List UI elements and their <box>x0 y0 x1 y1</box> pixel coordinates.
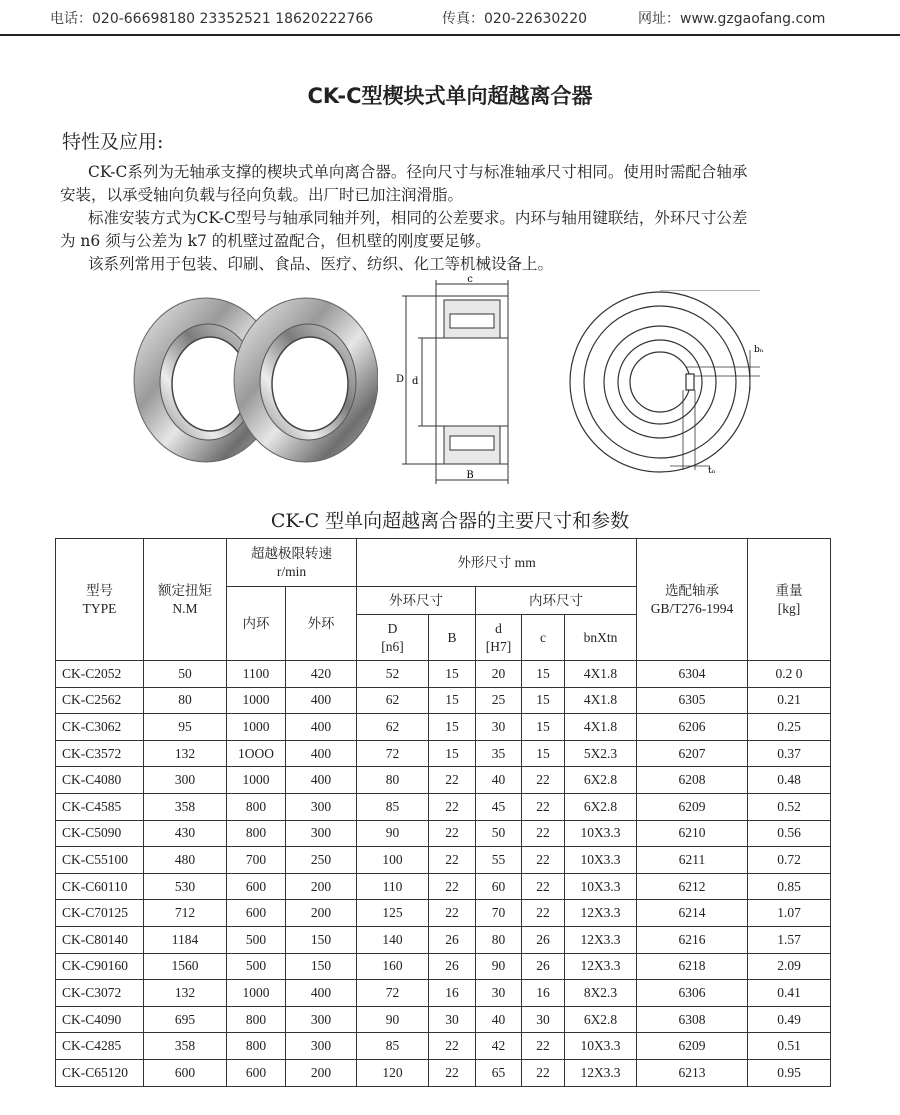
table-cell: 695 <box>144 1006 227 1033</box>
table-cell: 300 <box>144 767 227 794</box>
table-cell: 712 <box>144 900 227 927</box>
table-cell: 1.57 <box>748 926 831 953</box>
header-speed-unit: r/min <box>276 563 307 579</box>
table-cell: 400 <box>286 740 357 767</box>
paragraph-1: CK-C系列为无轴承支撑的楔块式单向离合器。径向尺寸与标准轴承尺寸相同。使用时需配合轴承 <box>88 163 748 181</box>
table-cell: 72 <box>357 740 429 767</box>
table-cell: 600 <box>227 1059 286 1086</box>
table-cell: 90 <box>357 820 429 847</box>
table-cell: 12X3.3 <box>565 953 637 980</box>
header-website[interactable]: 网址：www.gzgaofang.com <box>638 11 826 27</box>
table-cell: 16 <box>522 980 565 1007</box>
table-cell: CK-C4585 <box>56 793 144 820</box>
table-cell: 110 <box>357 873 429 900</box>
table-cell: 26 <box>429 926 476 953</box>
features-heading: 特性及应用: <box>62 131 164 153</box>
table-cell: 20 <box>476 661 522 688</box>
table-cell: 95 <box>144 714 227 741</box>
table-cell: 600 <box>227 900 286 927</box>
table-cell: 52 <box>357 661 429 688</box>
table-cell: 16 <box>429 980 476 1007</box>
table-row <box>56 900 831 927</box>
table-cell: 22 <box>522 767 565 794</box>
table-cell: CK-C4285 <box>56 1033 144 1060</box>
table-cell: 40 <box>476 1006 522 1033</box>
table-cell: 300 <box>286 820 357 847</box>
table-cell: 0.21 <box>748 687 831 714</box>
table-cell: 22 <box>429 1059 476 1086</box>
table-cell: 4X1.8 <box>565 661 637 688</box>
table-cell: 150 <box>286 926 357 953</box>
table-cell: 22 <box>429 873 476 900</box>
header-c: c <box>522 615 565 661</box>
table-cell: 800 <box>227 1006 286 1033</box>
table-row <box>56 1033 831 1060</box>
table-cell: 0.52 <box>748 793 831 820</box>
table-cell: 22 <box>429 1033 476 1060</box>
header-dims: 外形尺寸 mm <box>357 539 637 587</box>
header-D-label: D <box>387 620 398 636</box>
paragraph-3: 该系列常用于包装、印刷、食品、医疗、纺织、化工等机械设备上。 <box>88 255 554 273</box>
table-cell: 0.41 <box>748 980 831 1007</box>
table-cell: 6207 <box>637 740 748 767</box>
table-cell: 22 <box>429 767 476 794</box>
table-cell: 15 <box>429 740 476 767</box>
table-cell: 1560 <box>144 953 227 980</box>
table-cell: 45 <box>476 793 522 820</box>
table-cell: 1OOO <box>227 740 286 767</box>
table-row <box>56 953 831 980</box>
table-cell: 6X2.8 <box>565 767 637 794</box>
label-D: D <box>396 374 405 385</box>
header-inner: 内环 <box>227 587 286 661</box>
table-cell: 800 <box>227 793 286 820</box>
header-type <box>56 539 144 661</box>
table-cell: 6210 <box>637 820 748 847</box>
paragraph-2-cont: 为 n6 须与公差为 k7 的机壁过盈配合，但机壁的刚度要足够。 <box>60 232 491 250</box>
table-cell: 85 <box>357 1033 429 1060</box>
table-cell: 0.56 <box>748 820 831 847</box>
table-cell: 26 <box>522 953 565 980</box>
table-cell: 1000 <box>227 687 286 714</box>
table-cell: 2.09 <box>748 953 831 980</box>
table-row <box>56 820 831 847</box>
table-cell: 6304 <box>637 661 748 688</box>
header-weight-label: 重量 <box>775 582 803 598</box>
table-row <box>56 1006 831 1033</box>
table-cell: 132 <box>144 980 227 1007</box>
table-cell: 50 <box>144 661 227 688</box>
table-cell: 500 <box>227 926 286 953</box>
table-row <box>56 926 831 953</box>
table-cell: 600 <box>144 1059 227 1086</box>
table-cell: 35 <box>476 740 522 767</box>
header-D <box>357 615 429 661</box>
table-cell: 80 <box>476 926 522 953</box>
table-row <box>56 740 831 767</box>
header-fax: 传真：020-22630220 <box>442 11 588 27</box>
header-torque-unit: N.M <box>172 600 198 616</box>
table-cell: CK-C4090 <box>56 1006 144 1033</box>
table-cell: 4X1.8 <box>565 714 637 741</box>
table-cell: CK-C70125 <box>56 900 144 927</box>
table-cell: 22 <box>429 820 476 847</box>
label-c: c <box>467 274 473 285</box>
table-cell: 65 <box>476 1059 522 1086</box>
table-cell: 100 <box>357 847 429 874</box>
header-outer-ring-dims: 外环尺寸 <box>357 587 476 615</box>
table-cell: 200 <box>286 873 357 900</box>
table-cell: 6211 <box>637 847 748 874</box>
table-cell: 6213 <box>637 1059 748 1086</box>
table-cell: 150 <box>286 953 357 980</box>
table-cell: 6212 <box>637 873 748 900</box>
table-cell: 15 <box>522 661 565 688</box>
table-cell: CK-C2052 <box>56 661 144 688</box>
page-title: CK-C型楔块式单向超越离合器 <box>307 84 593 108</box>
table-cell: 90 <box>476 953 522 980</box>
table-cell: 6208 <box>637 767 748 794</box>
table-cell: CK-C4080 <box>56 767 144 794</box>
header-speed <box>227 539 357 587</box>
paragraph-2: 标准安装方式为CK-C型号与轴承同轴并列，相同的公差要求。内环与轴用键联结，外环尺寸公差 <box>88 209 748 227</box>
table-cell: 1100 <box>227 661 286 688</box>
header-bearing <box>637 539 748 661</box>
table-cell: 90 <box>357 1006 429 1033</box>
table-cell: 85 <box>357 793 429 820</box>
header-type-en: TYPE <box>82 600 117 616</box>
table-cell: 30 <box>522 1006 565 1033</box>
table-cell: 6209 <box>637 1033 748 1060</box>
table-cell: 125 <box>357 900 429 927</box>
table-cell: 60 <box>476 873 522 900</box>
table-row <box>56 687 831 714</box>
header-bearing-std: GB/T276-1994 <box>650 600 734 616</box>
table-cell: CK-C3572 <box>56 740 144 767</box>
table-cell: 15 <box>429 687 476 714</box>
header-d <box>476 615 522 661</box>
table-title: CK-C 型单向超越离合器的主要尺寸和参数 <box>270 510 630 532</box>
table-cell: 6305 <box>637 687 748 714</box>
table-cell: 72 <box>357 980 429 1007</box>
label-d: d <box>412 376 419 387</box>
table-cell: 530 <box>144 873 227 900</box>
table-cell: 15 <box>429 714 476 741</box>
table-cell: 500 <box>227 953 286 980</box>
table-cell: 1.07 <box>748 900 831 927</box>
table-cell: CK-C65120 <box>56 1059 144 1086</box>
header-torque <box>144 539 227 661</box>
table-row <box>56 980 831 1007</box>
table-cell: 160 <box>357 953 429 980</box>
table-cell: CK-C90160 <box>56 953 144 980</box>
header-bar <box>0 0 900 36</box>
table-cell: CK-C3062 <box>56 714 144 741</box>
table-row <box>56 793 831 820</box>
table-row <box>56 1059 831 1086</box>
table-row <box>56 714 831 741</box>
table-cell: 22 <box>522 900 565 927</box>
table-cell: 10X3.3 <box>565 820 637 847</box>
header-torque-label: 额定扭矩 <box>158 582 212 598</box>
table-cell: 600 <box>227 873 286 900</box>
table-cell: 12X3.3 <box>565 900 637 927</box>
table-row <box>56 661 831 688</box>
section-drawing <box>388 272 533 487</box>
label-tn: tₙ <box>708 466 716 476</box>
header-phone: 电话：020-66698180 23352521 18620222766 <box>50 11 374 27</box>
header-B: B <box>429 615 476 661</box>
table-cell: 30 <box>476 980 522 1007</box>
table-cell: 22 <box>522 820 565 847</box>
table-cell: 40 <box>476 767 522 794</box>
table-cell: 10X3.3 <box>565 873 637 900</box>
spec-table <box>55 538 831 1087</box>
header-inner-ring-dims: 内环尺寸 <box>476 587 637 615</box>
table-cell: 5X2.3 <box>565 740 637 767</box>
table-cell: 0.2 0 <box>748 661 831 688</box>
table-cell: 200 <box>286 900 357 927</box>
table-cell: 80 <box>144 687 227 714</box>
table-cell: 800 <box>227 820 286 847</box>
header-outer: 外环 <box>286 587 357 661</box>
table-cell: 22 <box>522 873 565 900</box>
table-cell: 0.51 <box>748 1033 831 1060</box>
table-cell: 400 <box>286 980 357 1007</box>
table-cell: 70 <box>476 900 522 927</box>
table-cell: 15 <box>429 661 476 688</box>
table-cell: 1000 <box>227 767 286 794</box>
table-cell: 62 <box>357 687 429 714</box>
header-bearing-label: 选配轴承 <box>665 582 720 598</box>
table-cell: CK-C55100 <box>56 847 144 874</box>
label-B: B <box>466 470 474 481</box>
table-cell: 120 <box>357 1059 429 1086</box>
table-cell: 300 <box>286 1006 357 1033</box>
table-cell: 358 <box>144 793 227 820</box>
table-cell: 6216 <box>637 926 748 953</box>
table-cell: 22 <box>522 1059 565 1086</box>
table-cell: 0.49 <box>748 1006 831 1033</box>
table-cell: 22 <box>429 847 476 874</box>
table-cell: CK-C80140 <box>56 926 144 953</box>
table-cell: 4X1.8 <box>565 687 637 714</box>
table-cell: 300 <box>286 1033 357 1060</box>
table-cell: 22 <box>522 847 565 874</box>
table-cell: 140 <box>357 926 429 953</box>
table-cell: 1000 <box>227 714 286 741</box>
header-D-tol: [n6] <box>381 638 404 654</box>
table-cell: 80 <box>357 767 429 794</box>
table-cell: 10X3.3 <box>565 1033 637 1060</box>
table-cell: 6218 <box>637 953 748 980</box>
table-cell: 0.25 <box>748 714 831 741</box>
table-cell: 400 <box>286 767 357 794</box>
table-cell: 22 <box>522 793 565 820</box>
ring-right <box>234 298 378 462</box>
table-cell: 22 <box>429 900 476 927</box>
table-cell: 6206 <box>637 714 748 741</box>
table-cell: 10X3.3 <box>565 847 637 874</box>
header-weight <box>748 539 831 661</box>
table-cell: 25 <box>476 687 522 714</box>
header-type-label: 型号 <box>86 582 113 598</box>
header-weight-unit: [kg] <box>777 600 801 616</box>
table-cell: 400 <box>286 714 357 741</box>
table-cell: 480 <box>144 847 227 874</box>
table-cell: 300 <box>286 793 357 820</box>
table-row <box>56 847 831 874</box>
table-cell: CK-C3072 <box>56 980 144 1007</box>
table-cell: 0.95 <box>748 1059 831 1086</box>
table-cell: 700 <box>227 847 286 874</box>
product-photo <box>128 292 378 467</box>
table-cell: 400 <box>286 687 357 714</box>
table-cell: 22 <box>522 1033 565 1060</box>
table-cell: 250 <box>286 847 357 874</box>
table-cell: 15 <box>522 714 565 741</box>
table-cell: 0.85 <box>748 873 831 900</box>
table-cell: 1000 <box>227 980 286 1007</box>
table-cell: 358 <box>144 1033 227 1060</box>
table-cell: 50 <box>476 820 522 847</box>
front-view-drawing <box>560 290 790 480</box>
table-cell: CK-C60110 <box>56 873 144 900</box>
table-cell: 42 <box>476 1033 522 1060</box>
table-cell: 22 <box>429 793 476 820</box>
table-cell: CK-C2562 <box>56 687 144 714</box>
table-cell: 0.37 <box>748 740 831 767</box>
table-cell: 6209 <box>637 793 748 820</box>
table-cell: 30 <box>476 714 522 741</box>
table-cell: 55 <box>476 847 522 874</box>
table-cell: 420 <box>286 661 357 688</box>
table-cell: 1184 <box>144 926 227 953</box>
table-cell: 0.72 <box>748 847 831 874</box>
table-cell: CK-C5090 <box>56 820 144 847</box>
table-cell: 0.48 <box>748 767 831 794</box>
header-d-label: d <box>495 620 502 636</box>
table-row <box>56 767 831 794</box>
table-cell: 6308 <box>637 1006 748 1033</box>
table-cell: 6X2.8 <box>565 1006 637 1033</box>
table-cell: 800 <box>227 1033 286 1060</box>
table-cell: 8X2.3 <box>565 980 637 1007</box>
paragraph-1-cont: 安装，以承受轴向负载与径向负载。出厂时已加注润滑脂。 <box>60 186 464 204</box>
table-cell: 12X3.3 <box>565 926 637 953</box>
label-bn: bₙ <box>754 345 764 355</box>
table-cell: 62 <box>357 714 429 741</box>
header-bnxtn: bnXtn <box>565 615 637 661</box>
header-d-tol: [H7] <box>485 638 512 654</box>
table-cell: 430 <box>144 820 227 847</box>
table-cell: 26 <box>522 926 565 953</box>
table-cell: 30 <box>429 1006 476 1033</box>
table-row <box>56 873 831 900</box>
header-speed-label: 超越极限转速 <box>251 545 332 561</box>
table-cell: 12X3.3 <box>565 1059 637 1086</box>
table-cell: 6214 <box>637 900 748 927</box>
table-cell: 200 <box>286 1059 357 1086</box>
table-cell: 15 <box>522 740 565 767</box>
table-cell: 6306 <box>637 980 748 1007</box>
table-cell: 6X2.8 <box>565 793 637 820</box>
table-cell: 15 <box>522 687 565 714</box>
table-cell: 132 <box>144 740 227 767</box>
table-cell: 26 <box>429 953 476 980</box>
